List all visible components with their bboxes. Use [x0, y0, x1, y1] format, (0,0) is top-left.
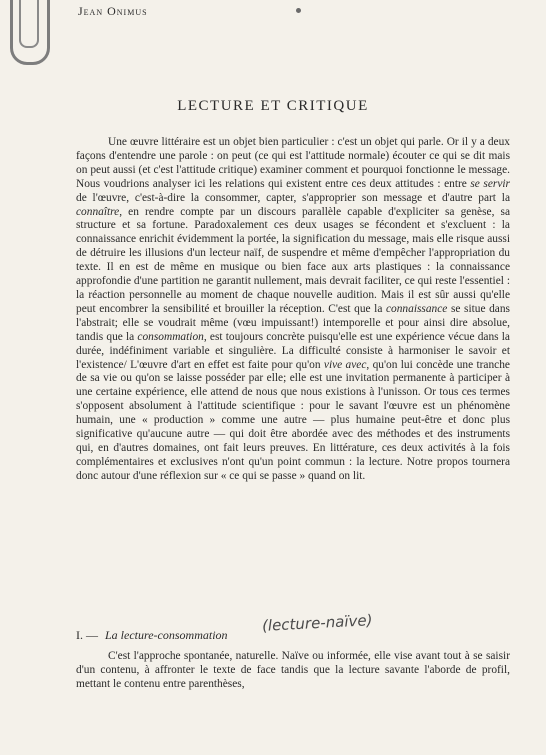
text-run: , est toujours concrète puisqu'elle est une expérience vécue dans la durée, indéfiniment variable et singulière. La difficulté consiste à harmoniser le savoir et l'existence/ L'œuvre d'art en effet est faite pour qu'on — [76, 330, 510, 371]
article-title: LECTURE ET CRITIQUE — [177, 98, 369, 114]
text-run: , qu'on lui concède une tranche de sa vie ou qu'on se laisse posséder par elle; elle est une invitation permanente à participer à une certaine expérience, elle attend de nous que nous existions à l'unisson. Or tous ces termes s'opposent absolument à l'attitude scientifique : pour le savant l'œuvre est un phénomène humain, une « production » comme une autre — plus humaine peut-être et donc plus significative qu'aucune autre — qui doit être abordée avec des méthodes et des instruments qui, en d'autres domaines, ont fait leurs preuves. En littérature, ces deux activités à la fois complémentaires et exclusives n'ont qu'un point commun : la lecture. Notre propos tournera donc autour d'une réflexion sur « ce qui se passe » quand on lit. — [76, 358, 510, 482]
emphasis-connaissance: connaissance — [385, 302, 448, 315]
text-run: Une œuvre littéraire est un objet bien particulier : c'est un objet qui parle. Or il y a deux façons d'entendre une parole : on peut (ce qui est l'attitude normale) écouter ce qui se dit mais on peut aussi (et c'est l'attitude critique) examiner comment et pourquoi fonctionne le message. Nous voudrions analyser ici les relations qui existent entre ces deux attitudes : entre — [76, 136, 510, 190]
handwritten-annotation: (lecture-naïve) — [261, 611, 373, 635]
intro-paragraph-block — [76, 136, 510, 484]
section-number: I. — — [76, 628, 98, 642]
intro-paragraph — [76, 136, 510, 484]
emphasis-vive-avec: vive avec — [323, 358, 367, 371]
text-run: se situe dans l'abstrait; elle se voudrait même (vœu impuissant!) intemporelle et pour ainsi dire absolue, tandis que la — [76, 302, 510, 343]
ink-spot — [296, 8, 301, 13]
text-run: de l'œuvre, c'est-à-dire la consommer, capter, s'approprier son message et d'autre part la — [76, 191, 510, 204]
section-paragraph-block — [76, 650, 510, 692]
section-title: La lecture-consommation — [105, 628, 228, 642]
emphasis-connaitre: connaître — [76, 205, 120, 218]
text-run: , en rendre compte par un discours parallèle capable d'expliciter sa genèse, sa structure et sa fortune. Paradoxalement ces deux usages se fécondent et s'excluent : la connaissance enrichit évidemment la portée, la signification du message, mais elle risque aussi de détruire les illusions d'un lecteur naïf, de suspendre et même d'empêcher l'appropriation du texte. Il en est de même en musique ou bien face aux arts plastiques : la connaissance approfondie d'une partition ne garantit nullement, mais devrait faciliter, ce qui reste l'essentiel : la réaction personnelle au moment de chaque nouvelle audition. Mais il est sûr aussi qu'elle peut encombrer la sensibilité et brouiller la réception. C'est que la — [76, 205, 510, 315]
running-header-author: Jean Onimus — [78, 4, 148, 18]
emphasis-consommation: consommation — [137, 330, 204, 343]
section-paragraph: C'est l'approche spontanée, naturelle. Naïve ou informée, elle vise avant tout à se saisir d'un contenu, à affronter le texte de face tandis que la lecture savante l'aborde de profil, mettant le contenu entre parenthèses, — [76, 650, 510, 690]
emphasis-se-servir: se servir — [470, 177, 510, 190]
section-heading — [76, 628, 228, 643]
paper-clip-inner-loop — [19, 0, 39, 48]
